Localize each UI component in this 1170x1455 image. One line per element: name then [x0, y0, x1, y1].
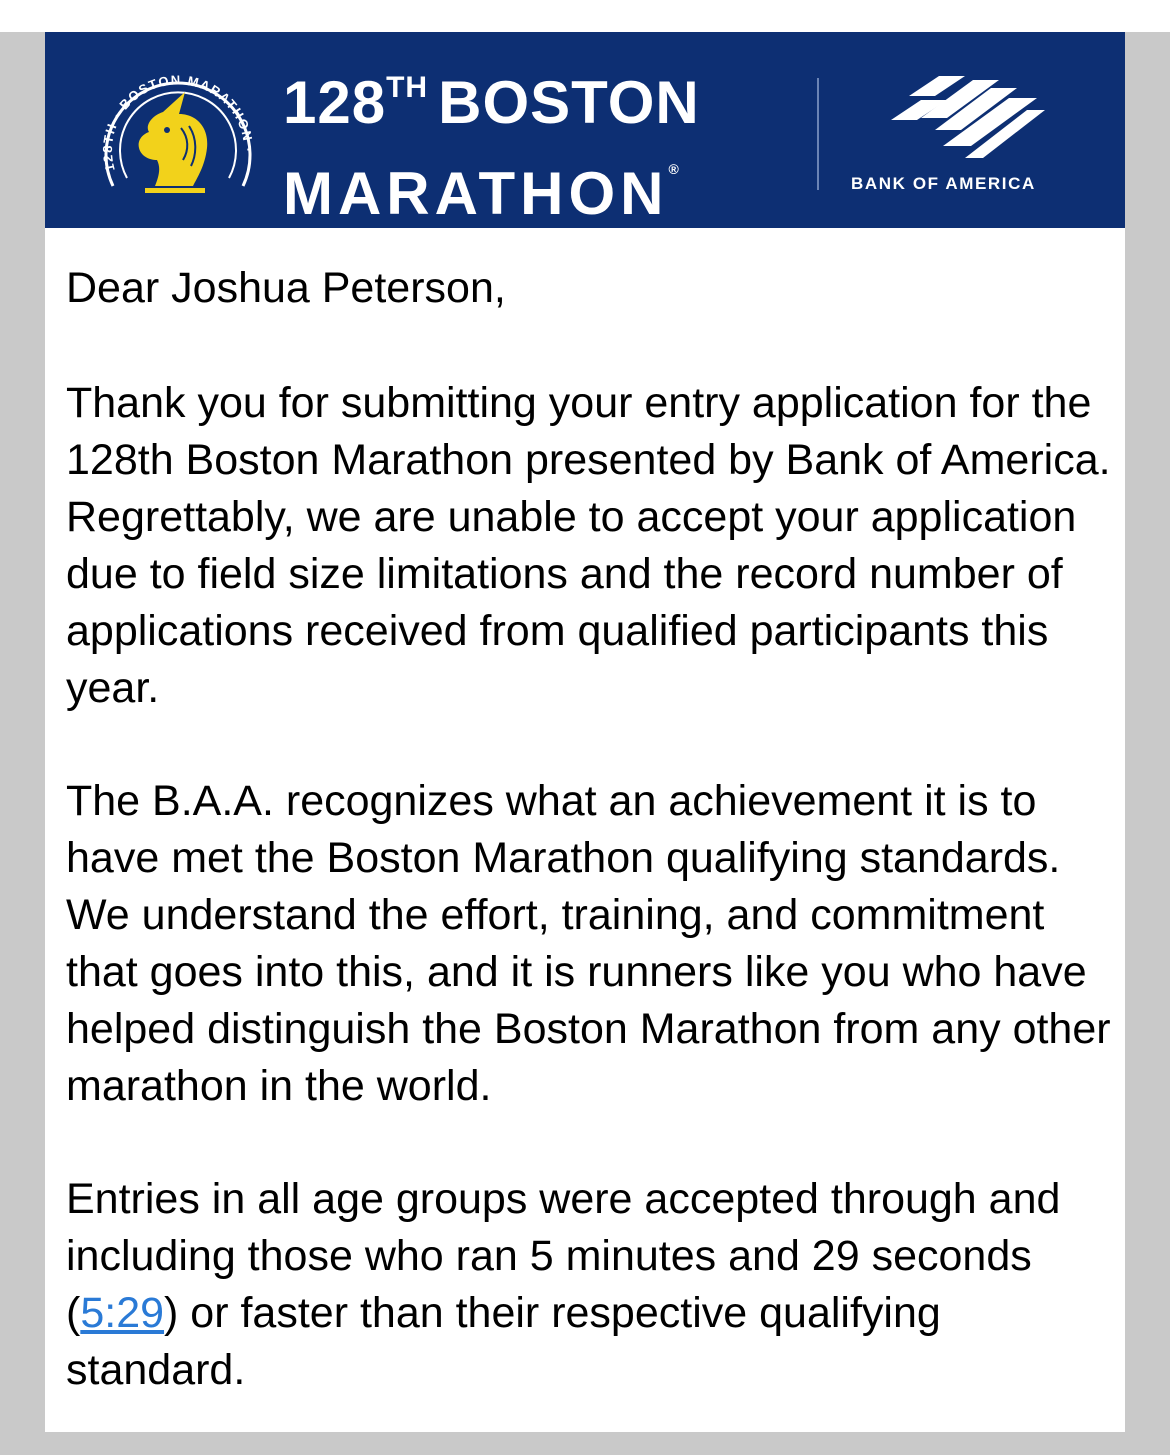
title-suffix: TH [386, 71, 429, 104]
bank-of-america-wordmark: BANK OF AMERICA [851, 174, 1036, 193]
top-strip [0, 0, 1170, 32]
unicorn-seal-logo [93, 68, 263, 204]
paragraph-3 [66, 1171, 1111, 1399]
banner-title-line2 [283, 136, 679, 227]
email-body-container [45, 32, 1125, 1432]
banner-divider [817, 78, 819, 190]
paragraph-3-text-after: ) or faster than their respective qualifying standard. [66, 1289, 941, 1394]
time-link[interactable]: 5:29 [80, 1289, 165, 1337]
paragraph-1: Thank you for submitting your entry application for the 128th Boston Marathon presented by Bank of America. Regrettably, we are unable to accept your application due to field size limitations and the record number of applications received from qualified participants this year. [66, 379, 1111, 712]
title-marathon: MARATHON [283, 160, 669, 227]
bank-of-america-flag-logo [887, 74, 1047, 164]
salutation: Dear Joshua Peterson, [66, 264, 506, 312]
registered-mark: ® [668, 161, 679, 177]
title-number: 128 [283, 69, 387, 136]
svg-text:128TH · BOSTON MARATHON ·: 128TH · BOSTON MARATHON · [99, 72, 257, 173]
boston-marathon-banner [45, 32, 1125, 228]
email-message [66, 260, 1111, 1455]
banner-title-line1 [283, 70, 700, 136]
paragraph-3-text-before: Entries in all age groups were accepted through and including those who ran 5 minutes and 29 seconds ( [66, 1175, 1061, 1337]
paragraph-2: The B.A.A. recognizes what an achievement it is to have met the Boston Marathon qualifying standards. We understand the effort, training, and commitment that goes into this, and it is runners like you who have helped distinguish the Boston Marathon from any other marathon in the world. [66, 777, 1111, 1110]
title-word: BOSTON [438, 69, 700, 136]
